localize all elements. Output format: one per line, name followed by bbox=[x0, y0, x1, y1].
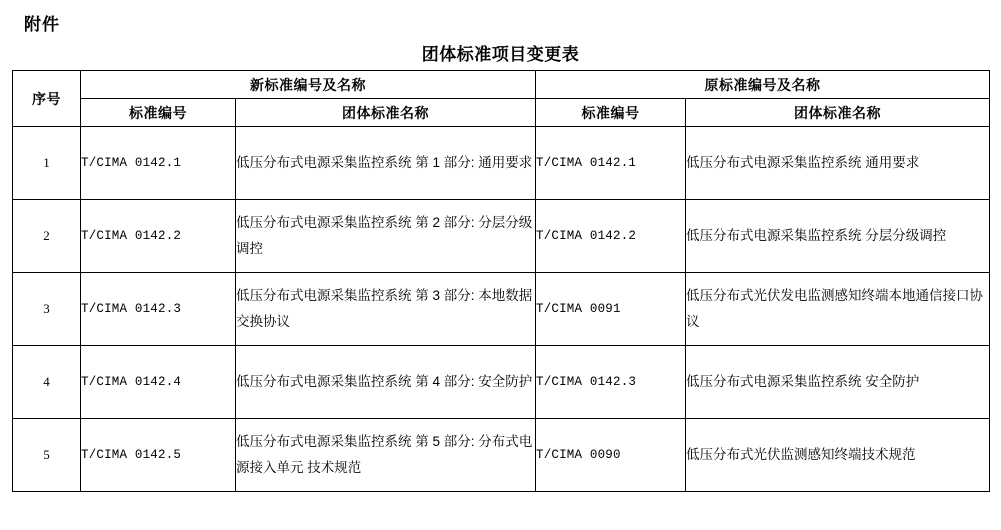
page-title: 团体标准项目变更表 bbox=[421, 45, 580, 64]
column-header-seq: 序号 bbox=[13, 71, 81, 127]
cell-old-code: T/CIMA 0142.2 bbox=[536, 200, 686, 273]
table-row bbox=[13, 346, 990, 419]
cell-new-code: T/CIMA 0142.3 bbox=[81, 273, 236, 346]
cell-new-name: 低压分布式电源采集监控系统 第 2 部分: 分层分级调控 bbox=[236, 200, 536, 273]
cell-new-code: T/CIMA 0142.4 bbox=[81, 346, 236, 419]
cell-old-code: T/CIMA 0091 bbox=[536, 273, 686, 346]
column-header-old-name: 团体标准名称 bbox=[686, 99, 990, 127]
column-group-header-new: 新标准编号及名称 bbox=[81, 71, 536, 99]
column-header-old-code: 标准编号 bbox=[536, 99, 686, 127]
table-row bbox=[13, 127, 990, 200]
cell-seq: 1 bbox=[13, 127, 81, 200]
table-header bbox=[13, 71, 990, 127]
cell-new-code: T/CIMA 0142.2 bbox=[81, 200, 236, 273]
cell-old-code: T/CIMA 0142.3 bbox=[536, 346, 686, 419]
column-header-new-name: 团体标准名称 bbox=[236, 99, 536, 127]
table-row bbox=[13, 419, 990, 492]
cell-seq: 4 bbox=[13, 346, 81, 419]
cell-new-name: 低压分布式电源采集监控系统 第 1 部分: 通用要求 bbox=[236, 127, 536, 200]
table-row bbox=[13, 273, 990, 346]
table-header-row-group bbox=[13, 71, 990, 99]
cell-old-name: 低压分布式电源采集监控系统 通用要求 bbox=[686, 127, 990, 200]
cell-new-name: 低压分布式电源采集监控系统 第 4 部分: 安全防护 bbox=[236, 346, 536, 419]
attachment-label: 附件 bbox=[24, 15, 60, 34]
cell-old-name: 低压分布式电源采集监控系统 分层分级调控 bbox=[686, 200, 990, 273]
table-body bbox=[13, 127, 990, 492]
cell-seq: 5 bbox=[13, 419, 81, 492]
cell-seq: 3 bbox=[13, 273, 81, 346]
column-group-header-old: 原标准编号及名称 bbox=[536, 71, 990, 99]
cell-seq: 2 bbox=[13, 200, 81, 273]
cell-new-code: T/CIMA 0142.1 bbox=[81, 127, 236, 200]
cell-new-name: 低压分布式电源采集监控系统 第 5 部分: 分布式电源接入单元 技术规范 bbox=[236, 419, 536, 492]
cell-new-code: T/CIMA 0142.5 bbox=[81, 419, 236, 492]
cell-old-name: 低压分布式电源采集监控系统 安全防护 bbox=[686, 346, 990, 419]
cell-old-code: T/CIMA 0142.1 bbox=[536, 127, 686, 200]
cell-old-name: 低压分布式光伏监测感知终端技术规范 bbox=[686, 419, 990, 492]
table-header-row-sub bbox=[13, 99, 990, 127]
cell-old-code: T/CIMA 0090 bbox=[536, 419, 686, 492]
standards-change-table bbox=[12, 70, 990, 492]
cell-new-name: 低压分布式电源采集监控系统 第 3 部分: 本地数据交换协议 bbox=[236, 273, 536, 346]
column-header-new-code: 标准编号 bbox=[81, 99, 236, 127]
cell-old-name: 低压分布式光伏发电监测感知终端本地通信接口协议 bbox=[686, 273, 990, 346]
table-row bbox=[13, 200, 990, 273]
